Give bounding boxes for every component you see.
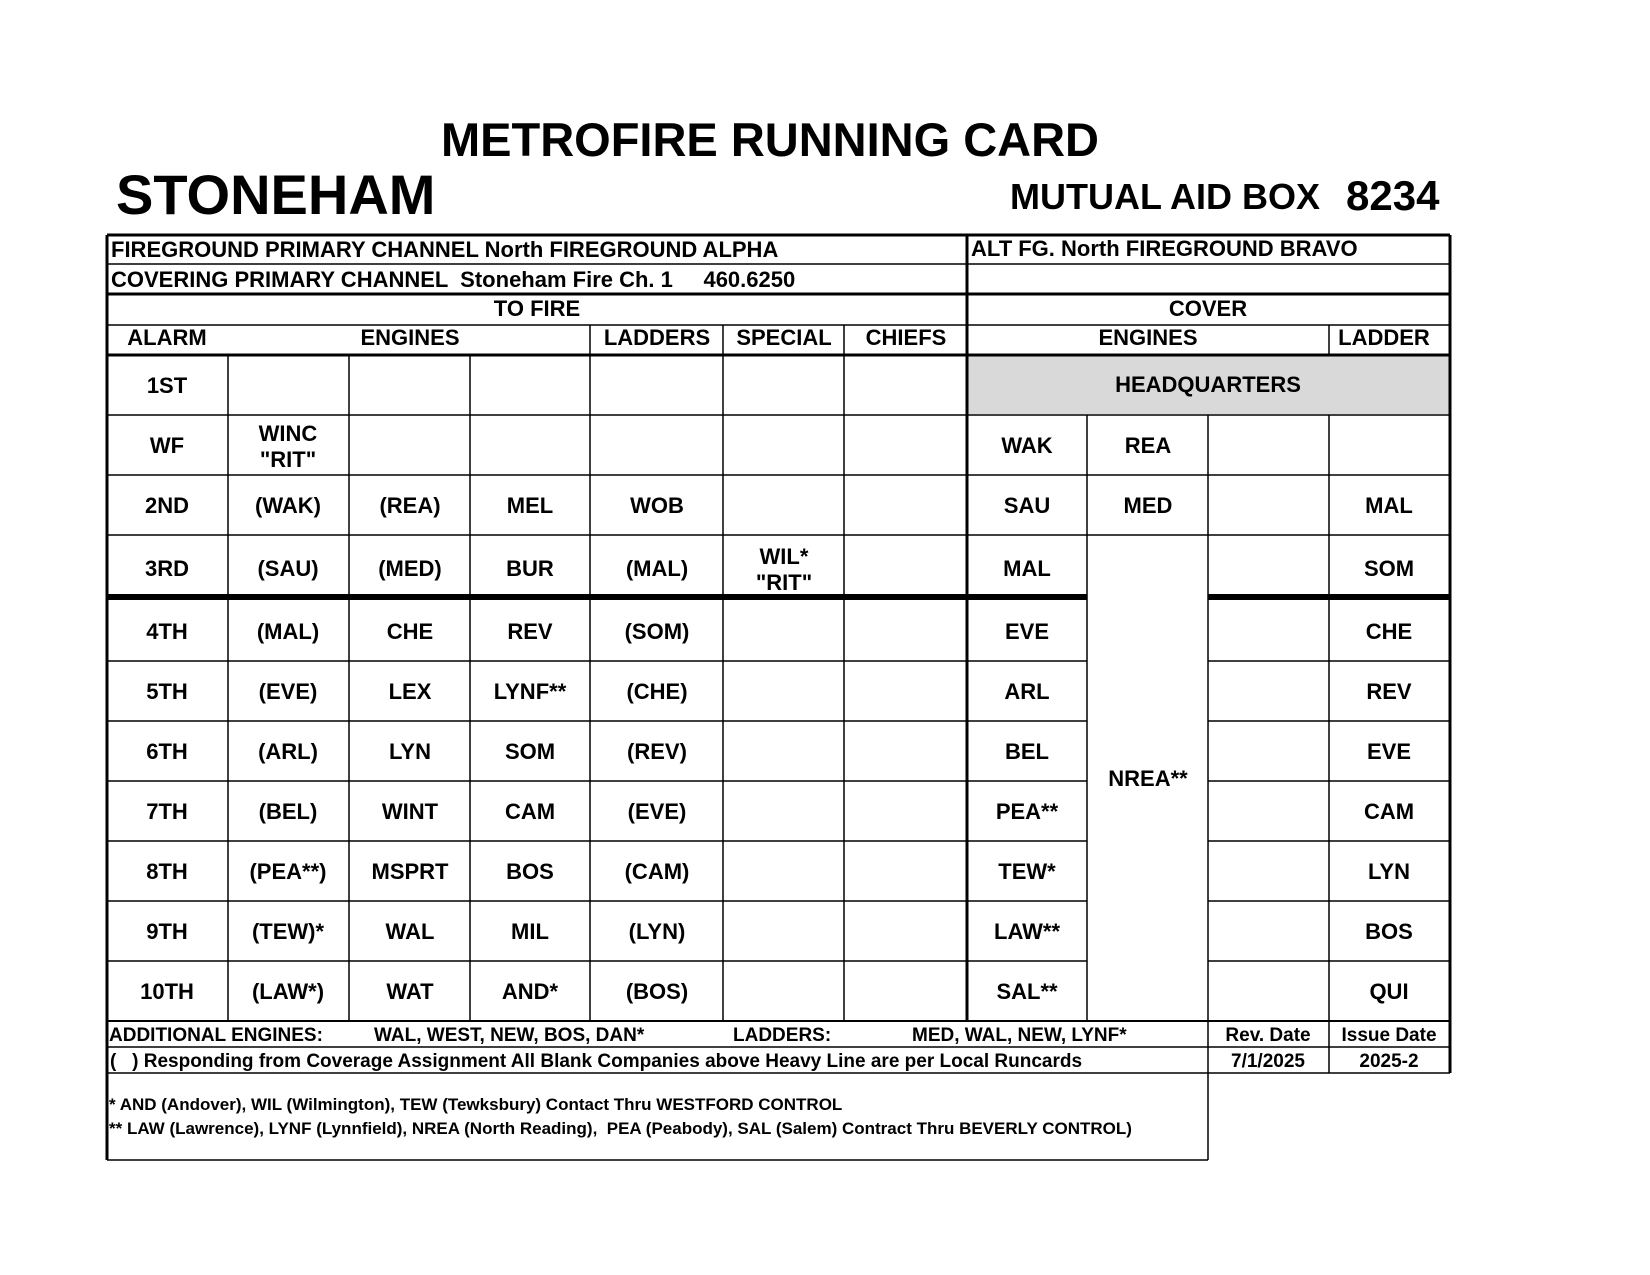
town-name: STONEHAM xyxy=(116,163,436,226)
alarm-cell: 5TH xyxy=(146,679,188,704)
engine-3-cell: LYNF** xyxy=(493,679,567,704)
cover-ladder-column-header: LADDER xyxy=(1338,325,1430,350)
cover-ladder-cell: CAM xyxy=(1363,799,1415,824)
cover-engine-1-cell: ARL xyxy=(1004,679,1050,704)
box-number: 8234 xyxy=(1346,172,1440,219)
cover-ladder-cell: BOS xyxy=(1365,919,1413,944)
engine-2-cell: (REA) xyxy=(379,493,441,518)
engine-1-cell: (SAU) xyxy=(257,556,319,581)
additional-engines-value: WAL, WEST, NEW, BOS, DAN* xyxy=(374,1025,645,1046)
engine-1-cell: (EVE) xyxy=(258,679,318,704)
responding-note: ( ) Responding from Coverage Assignment All Blank Companies above Heavy Line are per Local Runcards xyxy=(110,1051,1083,1072)
engine-2-cell: WINT xyxy=(381,799,439,824)
ladder-cell: (MAL) xyxy=(625,556,689,581)
additional-ladders-label: LADDERS: xyxy=(733,1025,832,1046)
engine-3-cell: AND* xyxy=(501,979,559,1004)
engine-3-cell: CAM xyxy=(504,799,556,824)
fireground-primary-channel: FIREGROUND PRIMARY CHANNEL North FIREGROUND ALPHA xyxy=(111,237,779,262)
to-fire-header: TO FIRE xyxy=(493,296,581,321)
engines-column-header: ENGINES xyxy=(360,325,460,350)
engine-1-cell: (LAW*) xyxy=(251,979,325,1004)
special-column-header: SPECIAL xyxy=(736,325,832,350)
covering-primary-channel: COVERING PRIMARY CHANNEL Stoneham Fire Ch. 1 460.6250 xyxy=(111,267,796,292)
engine-3-cell: BUR xyxy=(506,556,554,581)
alarm-cell: 10TH xyxy=(140,979,194,1004)
cover-engine-1-cell: TEW* xyxy=(998,859,1056,884)
cover-ladder-cell: REV xyxy=(1366,679,1412,704)
alt-fireground-channel: ALT FG. North FIREGROUND BRAVO xyxy=(971,236,1358,261)
engine-2-cell: MSPRT xyxy=(371,859,449,884)
chiefs-column-header: CHIEFS xyxy=(865,325,947,350)
engine-2-cell: WAT xyxy=(386,979,434,1004)
alarm-cell: 8TH xyxy=(146,859,188,884)
headquarters-label: HEADQUARTERS xyxy=(1115,372,1301,397)
engine-3-cell: BOS xyxy=(506,859,554,884)
ladders-column-header: LADDERS xyxy=(603,325,711,350)
alarm-cell: 2ND xyxy=(144,493,190,518)
engine-3-cell: MEL xyxy=(506,493,554,518)
engine-2-cell: WAL xyxy=(385,919,435,944)
alarm-cell: 4TH xyxy=(146,619,188,644)
engine-2-cell: LEX xyxy=(388,679,432,704)
engine-1-cell: (WAK) xyxy=(255,493,321,518)
cover-engine-1-cell: WAK xyxy=(1001,433,1053,458)
cover-ladder-cell: CHE xyxy=(1365,619,1413,644)
cover-ladder-cell: MAL xyxy=(1365,493,1413,518)
cover-engine-1-cell: SAU xyxy=(1003,493,1051,518)
ladder-cell: (REV) xyxy=(627,739,687,764)
alarm-cell: WF xyxy=(149,433,185,458)
engine-3-cell: SOM xyxy=(504,739,556,764)
engine-1-cell: (ARL) xyxy=(258,739,318,764)
alarm-cell: 7TH xyxy=(146,799,188,824)
cover-ladder-cell: LYN xyxy=(1368,859,1410,884)
cover-ladder-cell: EVE xyxy=(1366,739,1412,764)
footnote-westford: * AND (Andover), WIL (Wilmington), TEW (Tewksbury) Contact Thru WESTFORD CONTROL xyxy=(109,1095,843,1114)
issue-date-value: 2025-2 xyxy=(1359,1051,1419,1072)
special-cell: WIL* "RIT" xyxy=(755,544,813,595)
engine-2-cell: CHE xyxy=(386,619,434,644)
cover-engine-1-cell: SAL** xyxy=(996,979,1058,1004)
alarm-cell: 9TH xyxy=(146,919,188,944)
cover-ladder-cell: SOM xyxy=(1363,556,1415,581)
page-title: METROFIRE RUNNING CARD xyxy=(441,113,1099,166)
engine-3-cell: REV xyxy=(507,619,553,644)
cover-engines-column-header: ENGINES xyxy=(1098,325,1198,350)
cover-engine-2-cell: MED xyxy=(1123,493,1173,518)
ladder-cell: WOB xyxy=(630,493,684,518)
ladder-cell: (CHE) xyxy=(626,679,688,704)
alarm-column-header: ALARM xyxy=(127,325,207,350)
additional-engines-label: ADDITIONAL ENGINES: xyxy=(109,1025,323,1046)
alarm-cell: 6TH xyxy=(146,739,188,764)
alarm-cell: 3RD xyxy=(144,556,190,581)
box-label: MUTUAL AID BOX xyxy=(1010,176,1320,217)
nrea-merged-cell: NREA** xyxy=(1108,766,1188,791)
engine-1-cell: (TEW)* xyxy=(251,919,325,944)
alarm-cell: 1ST xyxy=(146,373,188,398)
engine-1-cell: (BEL) xyxy=(258,799,318,824)
alarm-rows xyxy=(140,373,1414,1004)
cover-ladder-cell: QUI xyxy=(1369,979,1409,1004)
cover-engine-1-cell: LAW** xyxy=(994,919,1060,944)
cover-engine-1-cell: MAL xyxy=(1003,556,1051,581)
engine-2-cell: (MED) xyxy=(378,556,442,581)
ladder-cell: (CAM) xyxy=(624,859,690,884)
engine-2-cell: LYN xyxy=(389,739,431,764)
cover-engine-1-cell: EVE xyxy=(1004,619,1050,644)
rev-date-value: 7/1/2025 xyxy=(1231,1051,1305,1072)
engine-3-cell: MIL xyxy=(511,919,549,944)
ladder-cell: (LYN) xyxy=(628,919,686,944)
additional-ladders-value: MED, WAL, NEW, LYNF* xyxy=(912,1025,1127,1046)
footnote-beverly: ** LAW (Lawrence), LYNF (Lynnfield), NREA (North Reading), PEA (Peabody), SAL (Salem) Contract Thru BEVERLY CONTROL) xyxy=(109,1119,1132,1138)
rev-date-label: Rev. Date xyxy=(1225,1025,1311,1046)
engine-1-cell: WINC "RIT" xyxy=(258,421,318,472)
cover-engine-1-cell: BEL xyxy=(1005,739,1049,764)
ladder-cell: (SOM) xyxy=(624,619,690,644)
cover-engine-1-cell: PEA** xyxy=(995,799,1059,824)
issue-date-label: Issue Date xyxy=(1341,1025,1437,1046)
engine-1-cell: (MAL) xyxy=(256,619,320,644)
cover-header: COVER xyxy=(1168,296,1248,321)
ladder-cell: (EVE) xyxy=(627,799,687,824)
engine-1-cell: (PEA**) xyxy=(249,859,327,884)
cover-engine-2-cell: REA xyxy=(1124,433,1172,458)
ladder-cell: (BOS) xyxy=(625,979,689,1004)
